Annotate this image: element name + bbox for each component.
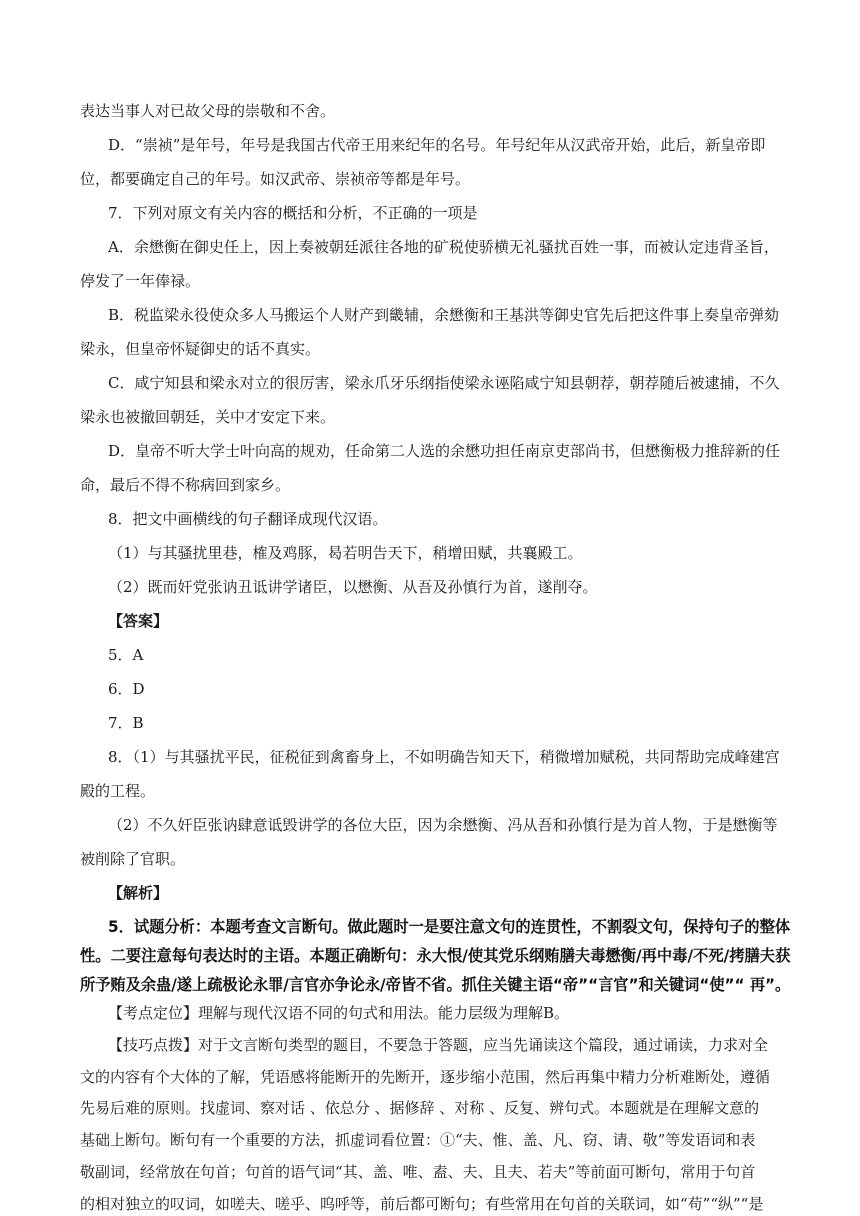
question-8: 8．把文中画横线的句子翻译成现代汉语。 [108, 510, 388, 528]
text-line: 殿的工程。 [80, 782, 156, 800]
answer-heading: 【答案】 [108, 612, 169, 630]
sentence-1: （1）与其骚扰里巷，榷及鸡豚，曷若明告天下，稍增田赋，共襄殿工。 [108, 544, 583, 562]
text-line: 文的内容有个大体的了解，凭语感将能断开的先断开，逐步缩小范围，然后再集中精力分析难断处，遵循 [80, 1068, 771, 1086]
text-line: 梁永也被撤回朝廷，关中才安定下来。 [80, 408, 336, 426]
option-a-line: A．余懋衡在御史任上，因上奏被朝廷派往各地的矿税使骄横无礼骚扰百姓一事，而被认定违背圣旨， [108, 238, 779, 256]
question-7: 7．下列对原文有关内容的概括和分析，不正确的一项是 [108, 204, 478, 222]
answer-7: 7．B [108, 714, 144, 732]
analysis-5-line: 性。二要注意每句表达时的主语。本题正确断句：永大恨/使其党乐纲贿膳夫毒懋衡/再中毒/不死/拷膳夫获 [80, 946, 791, 965]
text-line: 先易后难的原则。找虚词、察对话 、依总分 、据修辞 、对称 、反复、辨句式。本题就是在理解文意的 [80, 1099, 760, 1117]
text-line: 的相对独立的叹词，如嗟夫、嗟乎、呜呼等，前后都可断句；有些常用在句首的关联词，如“苟”“纵”“是 [80, 1195, 764, 1213]
text-line: 停发了一年俸禄。 [80, 272, 201, 290]
option-c-line: C．咸宁知县和梁永对立的很厉害，梁永爪牙乐纲指使梁永诬陷咸宁知县朝荐，朝荐随后被逮捕，不久 [108, 374, 780, 392]
answer-8-2: （2）不久奸臣张讷肆意诋毁讲学的各位大臣，因为余懋衡、冯从吾和孙慎行是为首人物，于是懋衡等 [108, 816, 778, 834]
text-line: 命，最后不得不称病回到家乡。 [80, 476, 291, 494]
analysis-5-line: 所予贿及余蛊/遂上疏极论永罪/言官亦争论永/帝皆不省。抓住关键主语“帝”“言官”和关键词“使”“ 再”。 [80, 975, 791, 994]
text-line: 梁永，但皇帝怀疑御史的话不真实。 [80, 340, 321, 358]
answer-6: 6．D [108, 680, 145, 698]
option-b-line: B．税监梁永役使众多人马搬运个人财产到畿辅，余懋衡和王基洪等御史官先后把这件事上奏皇帝弹劾 [108, 306, 780, 324]
option-d-line: D．“崇祯”是年号，年号是我国古代帝王用来纪年的名号。年号纪年从汉武帝开始，此后，新皇帝即 [108, 136, 766, 154]
option-d-line: D．皇帝不听大学士叶向高的规劝，任命第二人选的余懋功担任南京吏部尚书，但懋衡极力推辞新的任 [108, 442, 781, 460]
text-line: 表达当事人对已故父母的崇敬和不舍。 [80, 102, 336, 120]
exam-point: 【考点定位】理解与现代汉语不同的句式和用法。能力层级为理解B。 [108, 1004, 570, 1022]
analysis-heading: 【解析】 [108, 884, 169, 902]
analysis-5-line: 5．试题分析：本题考查文言断句。做此题时一是要注意文句的连贯性，不割裂文句，保持句子的整体 [108, 917, 791, 936]
answer-8-1: 8．（1）与其骚扰平民，征税征到禽畜身上，不如明确告知天下，稍微增加赋税，共同帮助完成峰建宫 [108, 748, 780, 766]
sentence-2: （2）既而奸党张讷丑诋讲学诸臣，以懋衡、从吾及孙慎行为首，遂削夺。 [108, 578, 598, 596]
text-line: 被削除了官职。 [80, 850, 186, 868]
answer-5: 5．A [108, 646, 144, 664]
text-line: 位，都要确定自己的年号。如汉武帝、崇祯帝等都是年号。 [80, 170, 471, 188]
text-line: 敬副词，经常放在句首；句首的语气词“其、盖、唯、盍、夫、且夫、若夫”等前面可断句，常用于句首 [80, 1163, 756, 1181]
text-line: 基础上断句。断句有一个重要的方法，抓虚词看位置：①“夫、惟、盖、凡、窃、请、敬”等发语词和表 [80, 1131, 756, 1149]
technique-tip: 【技巧点拨】对于文言断句类型的题目，不要急于答题，应当先诵读这个篇段，通过诵读，力求对全 [108, 1036, 769, 1054]
